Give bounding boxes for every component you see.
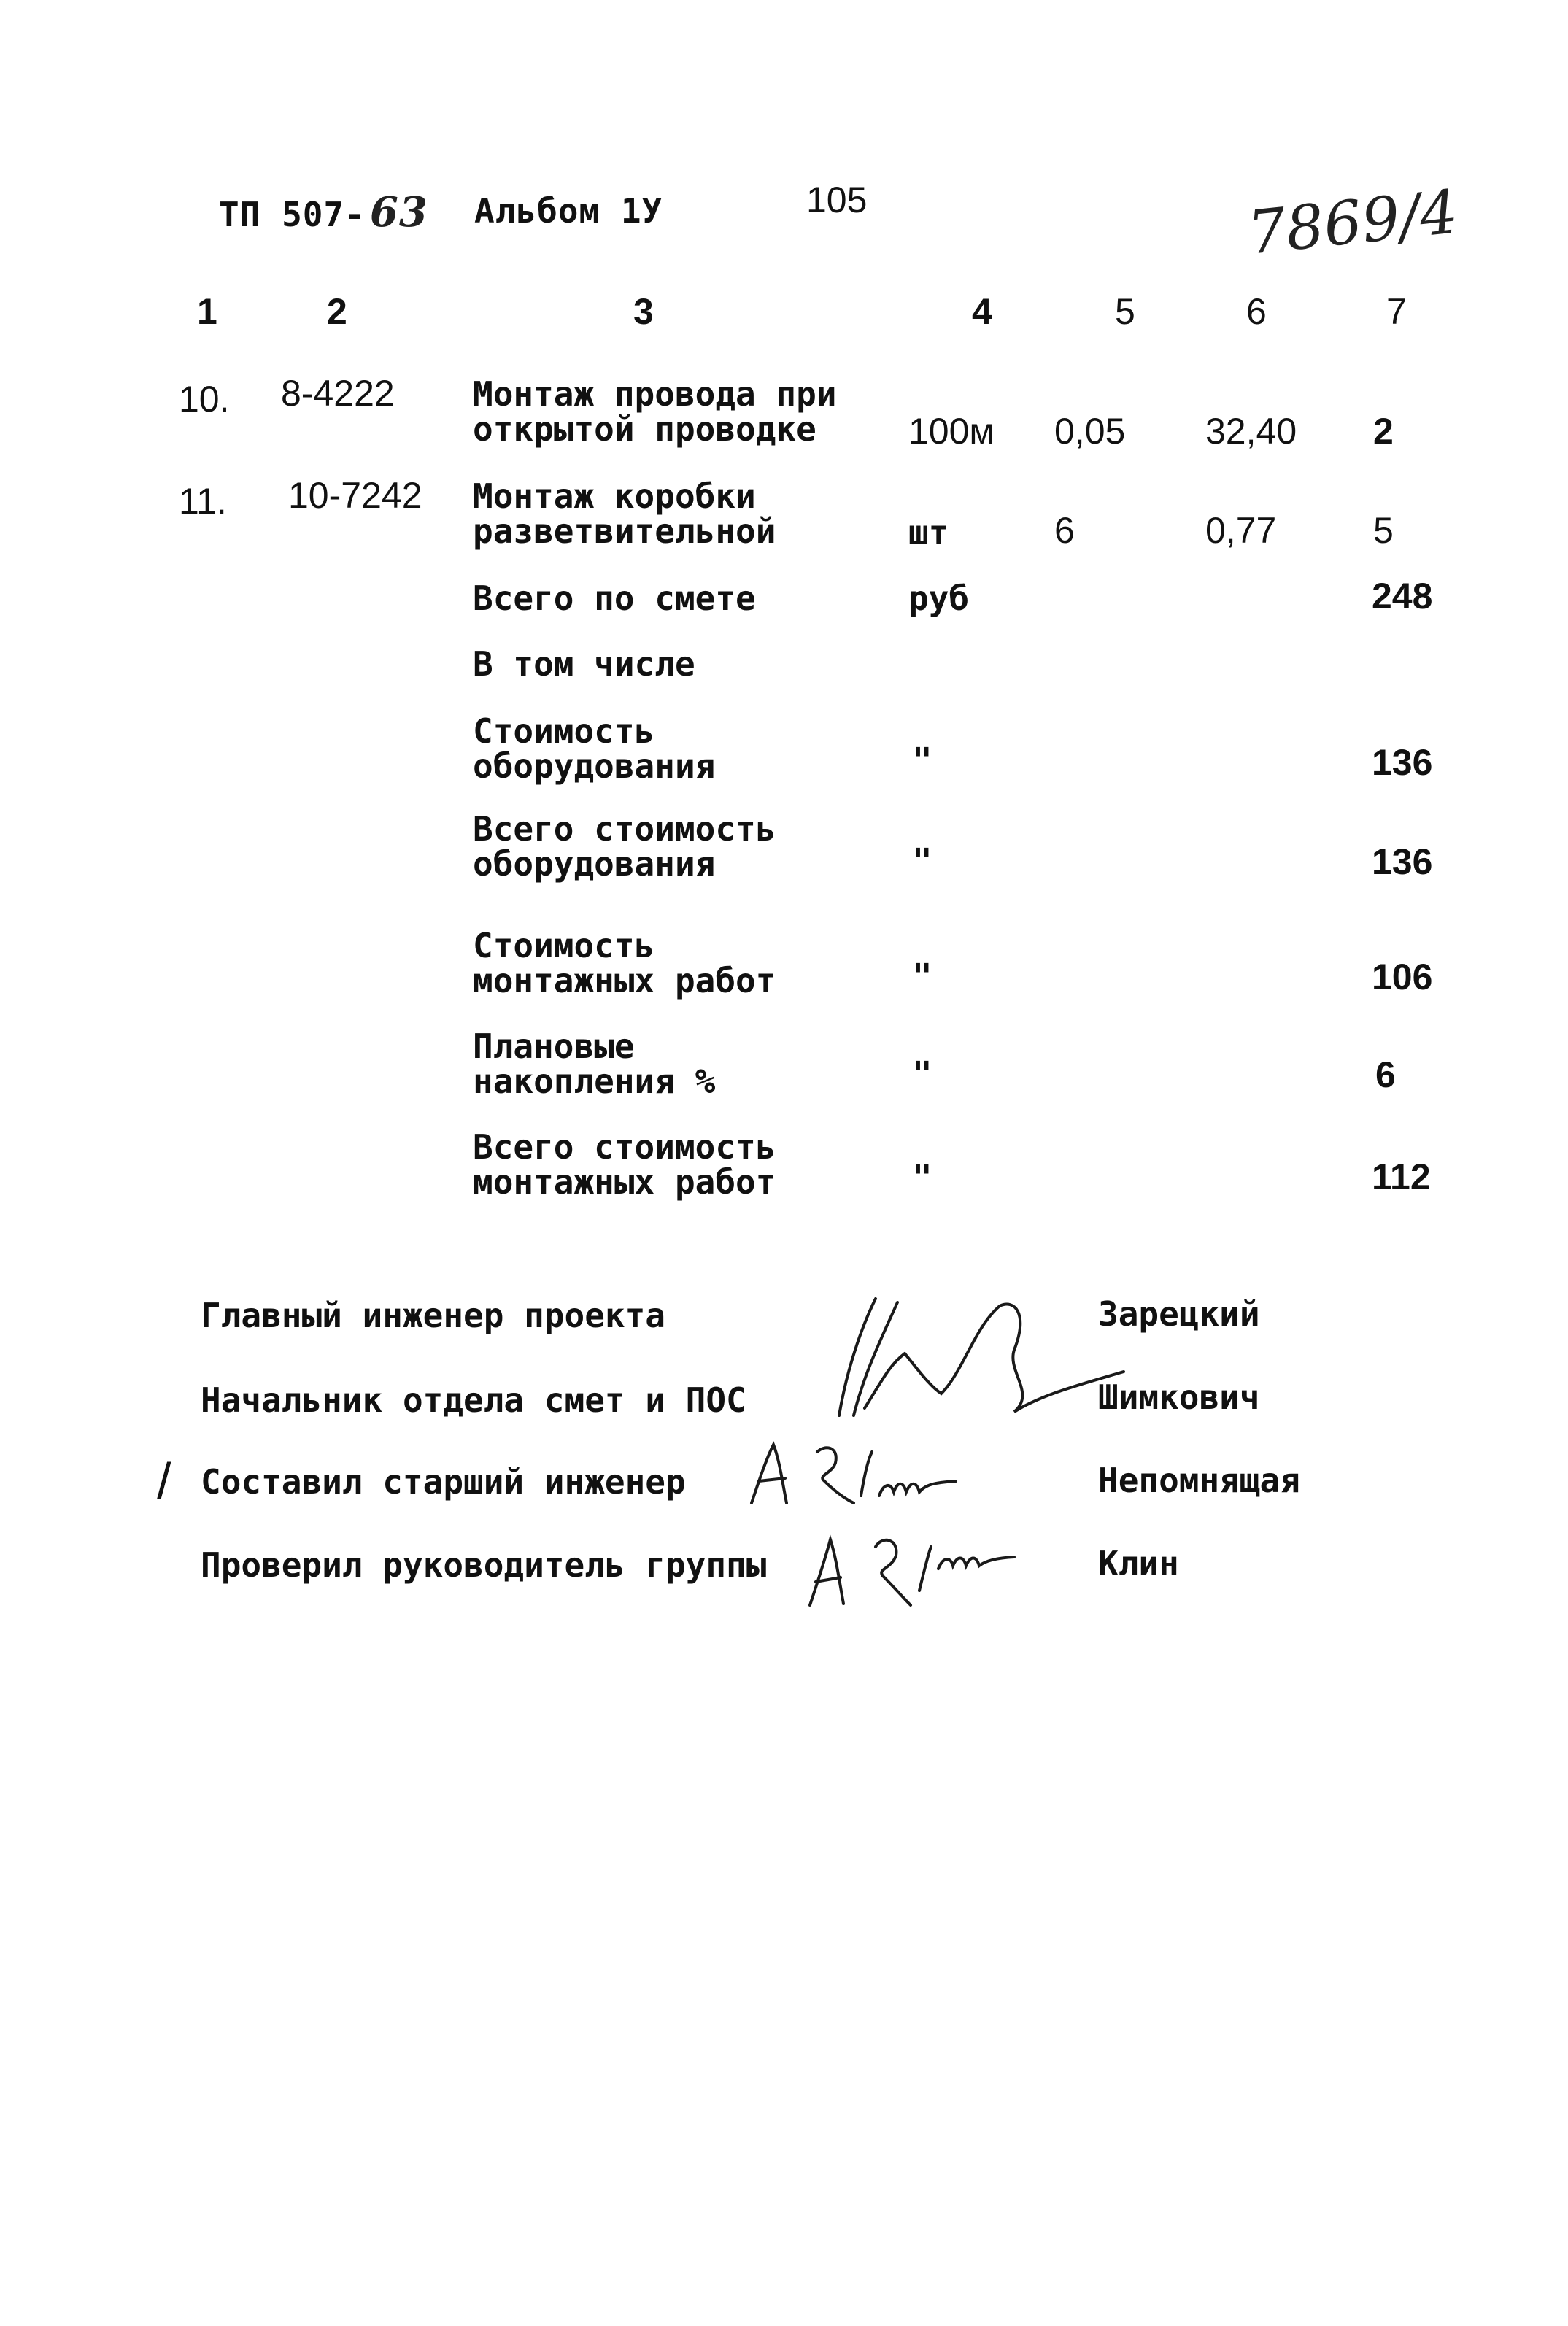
margin-mark: / <box>157 1453 171 1510</box>
summary-unit: " <box>912 741 932 780</box>
row-quantity: 0,05 <box>1054 411 1126 452</box>
summary-label: Всего стоимость оборудования <box>473 809 776 884</box>
signature-title: Главный инженер проекта <box>201 1296 665 1335</box>
summary-label: Всего стоимость монтажных работ <box>473 1127 776 1202</box>
signature-name: Шимкович <box>1098 1378 1260 1417</box>
signature-name: Клин <box>1098 1544 1179 1583</box>
summary-total: 136 <box>1372 841 1433 882</box>
row-code: 10-7242 <box>288 475 422 516</box>
row-total: 2 <box>1373 411 1394 452</box>
archive-number: 7869/4 <box>1244 177 1461 268</box>
signature-scribble-chief <box>795 1284 1131 1437</box>
signature-title: Проверил руководитель группы <box>201 1545 767 1585</box>
summary-label: Стоимость оборудования <box>473 711 716 786</box>
summary-unit: " <box>912 957 932 996</box>
signature-title: Начальник отдела смет и ПОС <box>201 1380 746 1420</box>
header-code <box>219 188 428 236</box>
header-page-number: 105 <box>806 179 868 220</box>
signature-scribble-compiler <box>737 1430 1000 1518</box>
summary-unit: руб <box>908 579 970 618</box>
column-header-5: 5 <box>1115 291 1135 332</box>
summary-unit: " <box>912 1158 932 1197</box>
header-code-text: ТП 507- <box>219 195 366 234</box>
row-unit: 100м <box>908 411 995 452</box>
column-header-4: 4 <box>972 291 992 332</box>
row-price: 32,40 <box>1205 411 1297 452</box>
summary-total: 248 <box>1372 576 1433 617</box>
summary-label: Плановые накопления % <box>473 1027 716 1101</box>
row-description: Монтаж провода при открытой проводке <box>473 374 837 449</box>
signature-title: Составил старший инженер <box>201 1462 686 1502</box>
column-header-6: 6 <box>1246 291 1267 332</box>
signature-name: Непомнящая <box>1098 1461 1300 1500</box>
row-price: 0,77 <box>1205 510 1277 551</box>
signature-scribble-checker <box>795 1518 1043 1620</box>
row-number: 10. <box>179 379 230 420</box>
row-total: 5 <box>1373 510 1394 551</box>
header-album: Альбом 1У <box>474 191 663 231</box>
summary-total: 6 <box>1375 1054 1396 1095</box>
header-code-handwritten: 63 <box>369 188 428 236</box>
column-header-2: 2 <box>327 291 347 332</box>
summary-total: 106 <box>1372 957 1433 997</box>
signature-name: Зарецкий <box>1098 1294 1260 1334</box>
summary-unit: " <box>912 1054 932 1094</box>
column-header-7: 7 <box>1386 291 1407 332</box>
summary-label: В том числе <box>473 644 695 684</box>
summary-total: 112 <box>1372 1156 1431 1197</box>
column-header-1: 1 <box>197 291 217 332</box>
row-code: 8-4222 <box>281 373 395 414</box>
column-header-3: 3 <box>633 291 654 332</box>
row-description: Монтаж коробки разветвительной <box>473 476 776 551</box>
row-quantity: 6 <box>1054 510 1075 551</box>
row-number: 11. <box>179 481 227 522</box>
summary-unit: " <box>912 841 932 881</box>
summary-label: Стоимость монтажных работ <box>473 926 776 1000</box>
row-unit: шт <box>908 513 949 552</box>
summary-total: 136 <box>1372 742 1433 783</box>
summary-label: Всего по смете <box>473 579 756 618</box>
